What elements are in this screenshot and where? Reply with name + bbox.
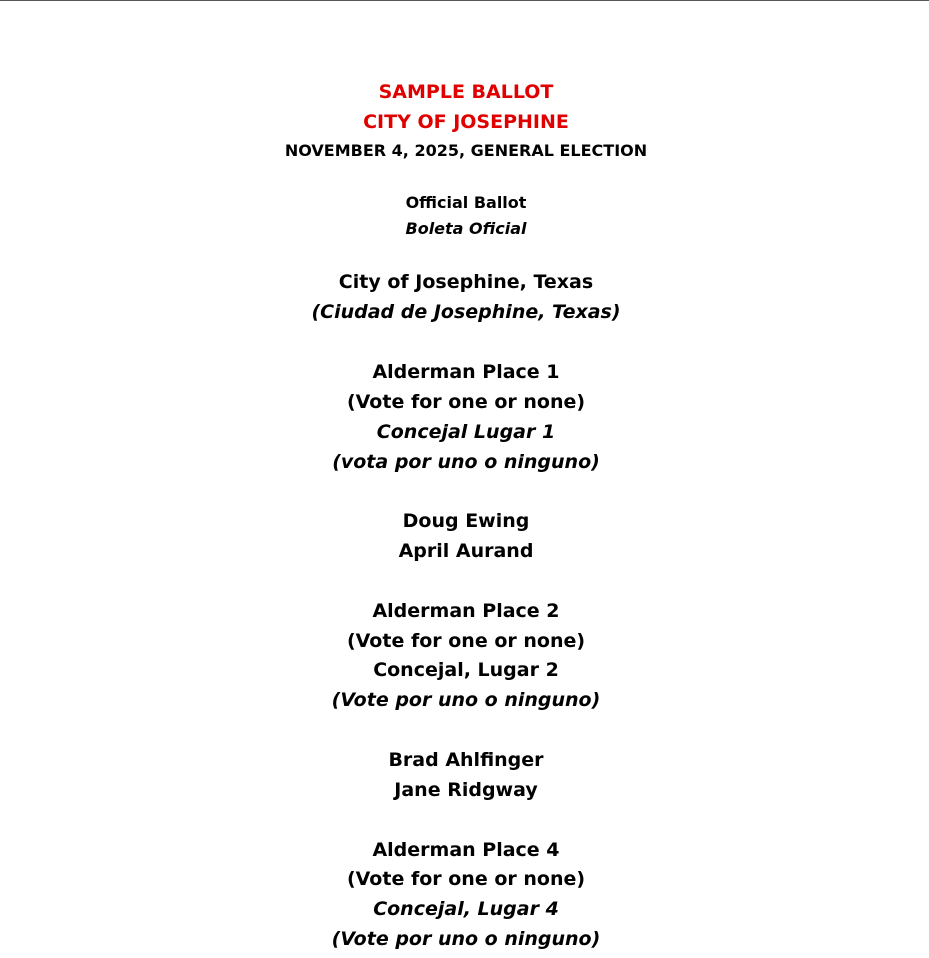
election-date: NOVEMBER 4, 2025, GENERAL ELECTION	[284, 141, 648, 160]
race-instruction: (Vote for one or none)	[346, 868, 586, 890]
race-instruction-spanish: (vota por uno o ninguno)	[332, 451, 600, 473]
candidate-name: Doug Ewing	[402, 510, 530, 532]
race-office-title: Alderman Place 1	[372, 361, 560, 383]
race-office-title: Alderman Place 4	[372, 839, 560, 861]
candidate-name: Brad Ahlfinger	[388, 749, 544, 771]
jurisdiction-spanish: (Ciudad de Josephine, Texas)	[311, 301, 621, 323]
race-office-title-spanish: Concejal Lugar 1	[376, 421, 556, 443]
sample-ballot-heading: SAMPLE BALLOT	[378, 81, 554, 103]
top-border-line	[0, 0, 929, 1]
jurisdiction-english: City of Josephine, Texas	[338, 271, 594, 293]
race-instruction: (Vote for one or none)	[346, 630, 586, 652]
race-instruction: (Vote for one or none)	[346, 391, 586, 413]
candidate-name: April Aurand	[398, 540, 534, 562]
race-instruction-spanish: (Vote por uno o ninguno)	[331, 689, 601, 711]
ballot-type-spanish: Boleta Oficial	[405, 219, 527, 238]
race-office-title: Alderman Place 2	[372, 600, 560, 622]
ballot-type-english: Official Ballot	[405, 193, 527, 212]
race-office-title-spanish: Concejal, Lugar 4	[373, 898, 559, 920]
race-instruction-spanish: (Vote por uno o ninguno)	[331, 928, 601, 950]
race-office-title-spanish: Concejal, Lugar 2	[373, 659, 559, 681]
candidate-name: Jane Ridgway	[394, 779, 538, 801]
city-heading: CITY OF JOSEPHINE	[363, 111, 569, 133]
